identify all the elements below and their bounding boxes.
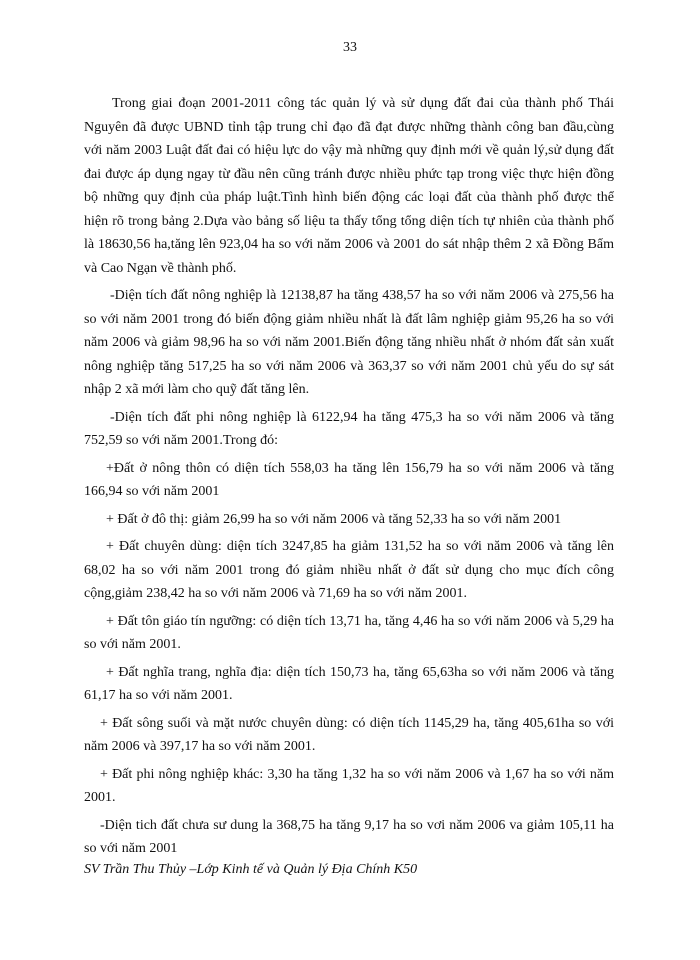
paragraph-agricultural-land: -Diện tích đất nông nghiệp là 12138,87 ha tăng 438,57 ha so với năm 2006 và 275,56 ha so với năm 2001 trong đó biến động giảm nhiều nhất là đất lâm nghiệp giảm 95,26 ha so với năm 2006 và giảm 98,96 ha so với năm 2001.Biến động tăng nhiều nhất ở nhóm đất sản xuất nông nghiệp tăng 517,25 ha so với năm 2006 và 363,37 so với năm 2001 chủ yếu do sự sát nhập 2 xã mới làm cho quỹ đất tăng lên. xyxy=(84,288,614,397)
page-footer: SV Trần Thu Thủy –Lớp Kinh tế và Quản lý Địa Chính K50 xyxy=(84,862,418,877)
page-number: 33 xyxy=(343,40,357,55)
paragraph-unused-land: -Diện tich đất chưa sư dung la 368,75 ha tăng 9,17 ha so vơi năm 2006 va giảm 105,11 ha so với năm 2001 xyxy=(84,817,614,856)
item-specialized-land: + Đất chuyên dùng: diện tích 3247,85 ha giảm 131,52 ha so với năm 2006 và tăng lên 68,02 ha so với năm 2001 trong đó giảm nhiều nhất ở đất sử dụng cho mục đích công cộng,giảm 238,42 ha so với năm 2006 và 71,69 ha so với năm 2001. xyxy=(84,539,614,601)
item-urban-residential-land: + Đất ở đô thị: giảm 26,99 ha so với năm 2006 và tăng 52,33 ha so với năm 2001 xyxy=(106,511,562,527)
item-religious-land: + Đất tôn giáo tín ngưỡng: có diện tích 13,71 ha, tăng 4,46 ha so với năm 2006 và 5,29 ha so với năm 2001. xyxy=(84,613,614,652)
paragraph-intro: Trong giai đoạn 2001-2011 công tác quản lý và sử dụng đất đai của thành phố Thái Nguyên đã được UBND tỉnh tập trung chỉ đạo đã đạt được những thành công ban đầu,cùng với năm 2003 Luật đất đai có hiệu lực do vậy mà những quy định mới về quản lý,sử dụng đất đai được áp dụng ngay từ đầu nên cũng tránh được nhiều phức tạp trong việc thực hiện đồng bộ những quy định của pháp luật.Tình hình biến động các loại đất của thành phố được thể hiện rõ trong bảng 2.Dựa vào bảng số liệu ta thấy tổng tổng diện tích tự nhiên của thành phố là 18630,56 ha,tăng lên 923,04 ha so với năm 2006 và 2001 do sát nhập thêm 2 xã Đồng Bẩm và Cao Ngạn về thành phố. xyxy=(84,96,614,276)
item-other-non-agricultural-land: + Đất phi nông nghiệp khác: 3,30 ha tăng 1,32 ha so với năm 2006 và 1,67 ha so với năm 2001. xyxy=(84,766,614,805)
item-rural-residential-land: +Đất ở nông thôn có diện tích 558,03 ha tăng lên 156,79 ha so với năm 2006 và tăng 166,94 so với năm 2001 xyxy=(84,460,614,499)
body-text xyxy=(84,92,614,865)
item-cemetery-land: + Đất nghĩa trang, nghĩa địa: diện tích 150,73 ha, tăng 65,63ha so với năm 2006 và tăng 61,17 ha so với năm 2001. xyxy=(84,664,614,703)
item-river-water-land: + Đất sông suối và mặt nước chuyên dùng: có diện tích 1145,29 ha, tăng 405,61ha so với năm 2006 và 397,17 ha so với năm 2001. xyxy=(84,715,614,754)
paragraph-non-agricultural-land: -Diện tích đất phi nông nghiệp là 6122,94 ha tăng 475,3 ha so với năm 2006 và tăng 752,59 so với năm 2001.Trong đó: xyxy=(84,409,614,448)
